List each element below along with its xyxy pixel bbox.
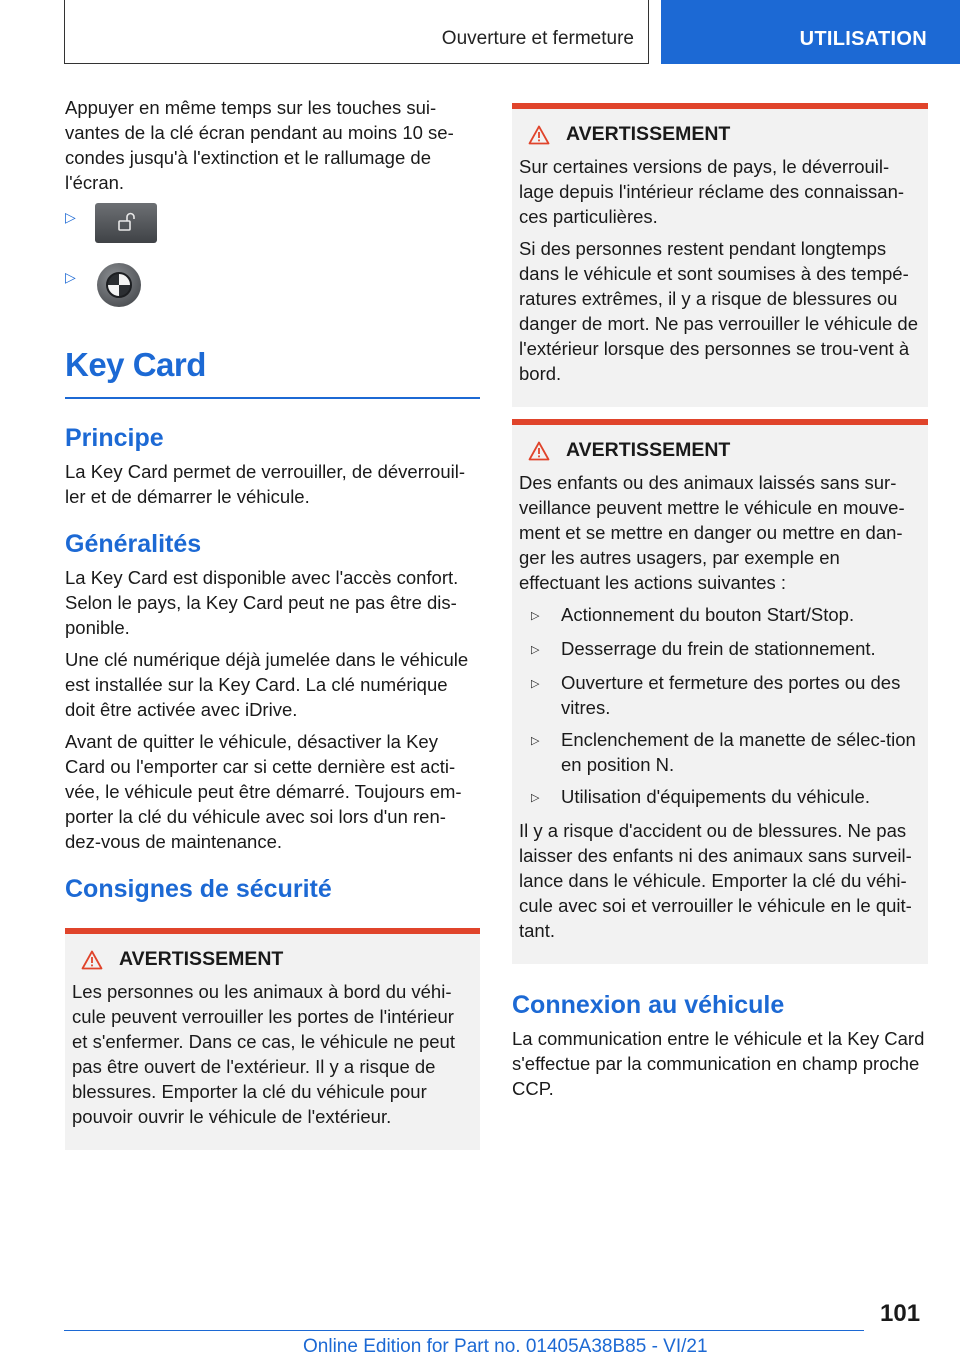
unlock-key-button-image	[95, 203, 157, 243]
unlock-padlock-icon	[117, 212, 137, 232]
warning-3-list	[519, 602, 921, 811]
warning-title: AVERTISSEMENT	[566, 123, 731, 145]
warning-box-3	[512, 419, 928, 964]
header-chapter-title: UTILISATION	[799, 28, 927, 50]
warning-triangle-icon	[528, 125, 550, 145]
warning-2-paragraph-1: Sur certaines versions de pays, le déverrouil-lage depuis l'intérieur réclame des connaissan-ces particulières.	[519, 156, 905, 227]
section-title-key-card: Key Card	[65, 346, 206, 383]
bmw-roundel-icon	[106, 272, 132, 298]
bullet-triangle-icon: ▷	[531, 644, 540, 656]
bmw-logo-button-image	[97, 263, 141, 307]
list-item	[519, 784, 921, 811]
list-item-text: Enclenchement de la manette de sélec-tion en position N.	[561, 729, 916, 775]
warning-3-paragraph-2: Il y a risque d'accident ou de blessures. Ne pas laisser des enfants ni des animaux sans surveil-lance dans le véhicule. Emporter la clé du véhi-cule avec soi et verrouiller le véhicule en le quit-tant.	[519, 820, 912, 941]
generalites-paragraph-3: Avant de quitter le véhicule, désactiver la Key Card ou l'emporter car si cette dernière est acti-vée, le véhicule peut être démarré. Toujours em-porter la clé du véhicule avec soi lors d'un ren-dez-vous de maintenance.	[65, 731, 462, 852]
principe-paragraph: La Key Card permet de verrouiller, de déverrouil-ler et de démarrer le véhicule.	[65, 461, 465, 507]
left-column	[65, 95, 480, 1150]
header-section-title: Ouverture et fermeture	[441, 28, 634, 49]
warning-box-2	[512, 103, 928, 407]
bullet-triangle-icon: ▷	[531, 678, 540, 690]
header-chapter-tab	[661, 0, 960, 64]
list-item-unlock-key	[65, 203, 480, 255]
list-item-bmw-key	[65, 263, 480, 315]
warning-title-row	[519, 439, 921, 462]
list-item	[519, 602, 921, 629]
list-item-text: Desserrage du frein de stationnement.	[561, 638, 876, 659]
section-divider	[65, 397, 480, 399]
header-section-box	[64, 0, 649, 64]
bullet-triangle-icon: ▷	[531, 735, 540, 747]
warning-title-row	[72, 948, 473, 971]
list-item-text: Utilisation d'équipements du véhicule.	[561, 786, 870, 807]
list-item-text: Ouverture et fermeture des portes ou des vitres.	[561, 672, 901, 718]
list-item	[519, 727, 921, 777]
right-column	[512, 103, 928, 1108]
list-item-text: Actionnement du bouton Start/Stop.	[561, 604, 855, 625]
warning-box-1	[65, 928, 480, 1150]
warning-title: AVERTISSEMENT	[566, 439, 731, 461]
bullet-triangle-icon: ▷	[531, 792, 540, 804]
arrow-bullet-icon: ▷	[65, 209, 76, 225]
subsection-title-principe: Principe	[65, 424, 164, 452]
warning-title: AVERTISSEMENT	[119, 948, 284, 970]
list-item	[519, 670, 921, 720]
list-item	[519, 636, 921, 663]
arrow-bullet-icon: ▷	[65, 269, 76, 285]
page-number: 101	[880, 1300, 921, 1327]
intro-paragraph: Appuyer en même temps sur les touches sui-vantes de la clé écran pendant au moins 10 se-condes jusqu'à l'extinction et le rallumage de l'écran.	[65, 97, 454, 193]
generalites-paragraph-1: La Key Card est disponible avec l'accès confort. Selon le pays, la Key Card peut ne pas être dis-ponible.	[65, 567, 459, 638]
footer-divider	[64, 1330, 864, 1331]
warning-2-paragraph-2: Si des personnes restent pendant longtemps dans le véhicule et sont soumises à des tempé-ratures extrêmes, il y a risque de blessures ou danger de mort. Ne pas verrouiller le véhicule de l'extérieur lorsque des personnes se trou-vent à bord.	[519, 238, 918, 384]
bullet-triangle-icon: ▷	[531, 610, 540, 622]
generalites-paragraph-2: Une clé numérique déjà jumelée dans le véhicule est installée sur la Key Card. La clé numérique doit être activée avec iDrive.	[65, 649, 469, 720]
subsection-title-connexion: Connexion au véhicule	[512, 991, 785, 1019]
footer-edition: Online Edition for Part no. 01405A38B85 - VI/21	[303, 1336, 708, 1357]
subsection-title-generalites: Généralités	[65, 530, 202, 558]
warning-title-row	[519, 123, 921, 146]
connexion-paragraph: La communication entre le véhicule et la Key Card s'effectue par la communication en champ proche CCP.	[512, 1028, 925, 1099]
warning-3-paragraph-1: Des enfants ou des animaux laissés sans sur-veillance peuvent mettre le véhicule en mouve-ment et se mettre en danger ou mettre en dan-ger les autres usagers, par exemple en effectuant les actions suivantes :	[519, 472, 905, 593]
warning-1-text: Les personnes ou les animaux à bord du véhi-cule peuvent verrouiller les portes de l'intérieur et s'enfermer. Dans ce cas, le véhicule ne peut pas être ouvert de l'extérieur. Il y a risque de blessures. Emporter la clé du véhicule pour pouvoir ouvrir le véhicule de l'extérieur.	[72, 981, 455, 1127]
warning-triangle-icon	[81, 950, 103, 970]
subsection-title-consignes: Consignes de sécurité	[65, 875, 332, 903]
warning-triangle-icon	[528, 441, 550, 461]
